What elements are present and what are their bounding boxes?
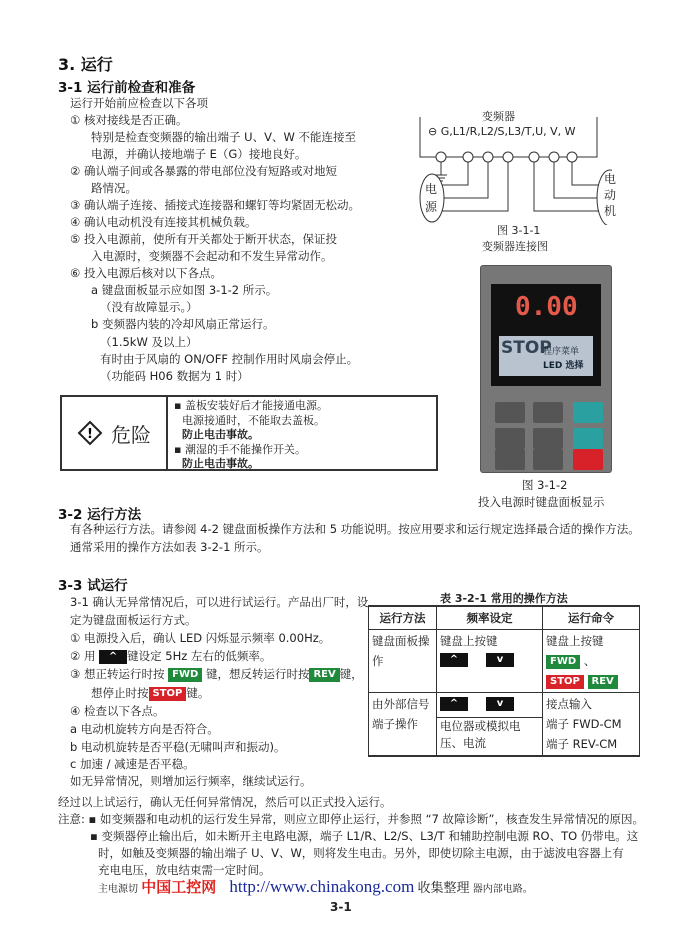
keypad-button [495, 449, 525, 470]
watermark-logo: 中国工控网 [141, 878, 217, 896]
keypad-up-button [533, 402, 563, 423]
cell-text: 键盘上按键 [546, 634, 604, 648]
text-line [70, 666, 363, 682]
table-cell: 键盘面板操作 [369, 630, 437, 693]
text-line: 时，如触及变频器的输出端子 U、V、W，则将发生电击。另外，即使切除主电源，由于滤波电容器上有 [98, 846, 624, 860]
table-cell: 由外部信号端子操作 [369, 693, 437, 757]
text-line: 特别是检查变频器的输出端子 U、V、W 不能连接至 [91, 130, 356, 144]
text-line: b 变频器内装的冷却风扇正常运行。 [91, 317, 275, 331]
text-line: ⑤ 投入电源前，使所有开关都处于断开状态，保证投 [70, 232, 337, 246]
keypad-rev-button [573, 428, 603, 449]
page-number: 3-1 [330, 900, 352, 914]
rev-key: REV [588, 675, 618, 689]
fwd-key: FWD [168, 668, 202, 682]
text-line: ⑥ 投入电源后核对以下各点。 [70, 266, 222, 280]
text-line: 有时由于风扇的 ON/OFF 控制作用时风扇会停止。 [100, 352, 359, 366]
table-cell [437, 630, 543, 693]
keypad-button [495, 428, 525, 449]
up-key: ^ [440, 697, 468, 711]
stop-key: STOP [149, 687, 187, 701]
keypad-down-button [533, 428, 563, 449]
lcd-status: STOP [501, 338, 552, 358]
display-area [491, 284, 601, 386]
stop-key: STOP [546, 675, 584, 689]
table-row [369, 630, 640, 693]
down-key: v [486, 653, 514, 667]
text-line: 路情况。 [91, 181, 137, 195]
keypad-panel-photo [480, 265, 612, 473]
text-line: ▪ 变频器停止输出后，如未断开主电路电源，端子 L1/R、L2/S、L3/T 和辅助控制电源 RO、TO 仍带电。这 [90, 829, 639, 843]
text-line: 注意: ▪ 如变频器和电动机的运行发生异常，则应立即停止运行，并参照 “7 故障诊断”，核查发生异常情况的原因。 [58, 812, 645, 826]
text-line: 防止电击事故。 [182, 457, 259, 470]
section-3-3-title: 3-3 试运行 [58, 578, 128, 594]
text-line: ① 电源投入后，确认 LED 闪烁显示频率 0.00Hz。 [70, 631, 331, 645]
text-line: ① 核对接线是否正确。 [70, 113, 188, 127]
ground-icon: ⊖ [428, 125, 441, 138]
operation-methods-table [368, 605, 640, 757]
table-cell [437, 693, 543, 757]
device-label: 变频器 [482, 110, 515, 123]
text-line: ▪ 潮湿的手不能操作开关。 [174, 442, 306, 456]
svg-text:!: ! [87, 427, 93, 442]
text-line: 通常采用的操作方法如表 3-2-1 所示。 [70, 540, 269, 554]
lcd-led: LED 选择 [543, 361, 584, 371]
cell-text: 键盘上按键 [440, 634, 498, 648]
warning-icon [77, 420, 103, 446]
cell-text: 电位器或模拟电压、电流 [440, 719, 521, 750]
lcd-menu: 程序菜单 [543, 347, 580, 357]
section-3-1-title: 3-1 运行前检查和准备 [58, 80, 196, 96]
text-line: 经过以上试运行，确认无任何异常情况，然后可以正式投入运行。 [58, 795, 392, 809]
text-line: 充电电压，放电结束需一定时间。 [98, 863, 271, 877]
text-line-with-watermark [98, 879, 533, 898]
chapter-title: 3. 运行 [58, 55, 113, 74]
watermark-text: 收集整理 [417, 881, 470, 896]
wiring-lines [412, 105, 612, 225]
table-cell [543, 630, 640, 693]
text: 键。 [186, 686, 210, 700]
lcd-display [499, 336, 593, 376]
text-line: b 电动机旋转是否平稳(无啸叫声和振动)。 [70, 740, 286, 754]
text: 键， [339, 667, 363, 681]
text-line [91, 685, 209, 701]
rev-key: REV [309, 668, 339, 682]
text-line: ③ 确认端子连接、插接式连接器和螺钉等均紧固无松动。 [70, 198, 360, 212]
separator: 、 [583, 654, 596, 668]
motor-label: 电动机 [604, 172, 617, 218]
text-line: ④ 检查以下各点。 [70, 704, 165, 718]
text: 器内部电路。 [472, 884, 533, 895]
keypad-button [495, 402, 525, 423]
table-cell [543, 693, 640, 757]
text-line: ② 确认端子间或各暴露的带电部位没有短路或对地短 [70, 164, 337, 178]
text: 键，想反转运行时按 [205, 667, 310, 681]
figure-caption: 图 3-1-1 [497, 224, 541, 237]
keypad-stop-button [573, 449, 603, 470]
fwd-key: FWD [546, 655, 580, 669]
text-line: ④ 确认电动机没有连接其机械负载。 [70, 215, 257, 229]
text-line: 电源接通时，不能取去盖板。 [182, 413, 325, 427]
down-key: v [486, 697, 514, 711]
section-3-2-title: 3-2 运行方法 [58, 507, 142, 523]
text-line: a 键盘面板显示应如图 3-1-2 所示。 [91, 283, 278, 297]
danger-warning-box [60, 395, 438, 471]
text: ③ 想正转运行时按 [70, 667, 165, 681]
text-line: 如无异常情况，则增加运行频率，继续试运行。 [70, 774, 312, 788]
watermark-url: http://www.chinakong.com [229, 877, 415, 896]
cell-text: 接点输入 [546, 697, 592, 711]
text-line: 3-1 确认无异常情况后，可以进行试运行。产品出厂时，设 [70, 595, 369, 609]
danger-label-cell [62, 397, 168, 469]
text-line: a 电动机旋转方向是否符合。 [70, 722, 219, 736]
text-line: 电源，并确认接地端子 E（G）接地良好。 [91, 147, 307, 161]
led-display: 0.00 [515, 292, 578, 322]
text-line: （功能码 H06 数据为 1 时） [100, 369, 249, 383]
danger-label: 危险 [111, 422, 151, 447]
figure-caption: 图 3-1-2 [522, 478, 568, 492]
power-source-label: 电源 [425, 182, 438, 214]
cell-text: 端子 FWD-CM [546, 717, 622, 731]
cell-text: 端子 REV-CM [546, 737, 618, 751]
column-header: 频率设定 [437, 606, 543, 630]
text-line [70, 648, 271, 664]
text-line: 防止电击事故。 [182, 428, 259, 441]
text: 键设定 5Hz 左右的低频率。 [127, 649, 272, 663]
text: ② 用 [70, 649, 96, 663]
table-row [369, 693, 640, 757]
column-header: 运行方法 [369, 606, 437, 630]
text-line: 运行开始前应检查以下各项 [70, 96, 208, 110]
up-key: ^ [99, 650, 127, 664]
text-line: （没有故障显示。） [100, 300, 198, 314]
up-key: ^ [440, 653, 468, 667]
table-title: 表 3-2-1 常用的操作方法 [440, 592, 568, 605]
figure-subcaption: 变频器连接图 [482, 240, 548, 253]
text-line: 定为键盘面板运行方式。 [70, 613, 197, 627]
text-line: ▪ 盖板安装好后才能接通电源。 [174, 399, 328, 412]
text: 主电源切 [98, 884, 138, 895]
text-line: （1.5kW 及以上） [100, 335, 198, 349]
column-header: 运行命令 [543, 606, 640, 630]
text: 想停止时按 [91, 686, 149, 700]
keypad-button [533, 449, 563, 470]
terminals-text: G,L1/R,L2/S,L3/T,U, V, W [440, 125, 576, 138]
figure-subcaption: 投入电源时键盘面板显示 [478, 495, 605, 509]
danger-text [168, 397, 334, 469]
table-header-row [369, 606, 640, 630]
text-line: 入电源时，变频器不会起动和不发生异常动作。 [91, 249, 333, 263]
keypad-fwd-button [573, 402, 603, 423]
text-line: c 加速 / 减速是否平稳。 [70, 757, 195, 771]
connection-diagram [412, 105, 617, 255]
text-line: 有各种运行方法。请参阅 4-2 键盘面板操作方法和 5 功能说明。按应用要求和运行规定选择最合适的操作方法。 [70, 522, 640, 536]
